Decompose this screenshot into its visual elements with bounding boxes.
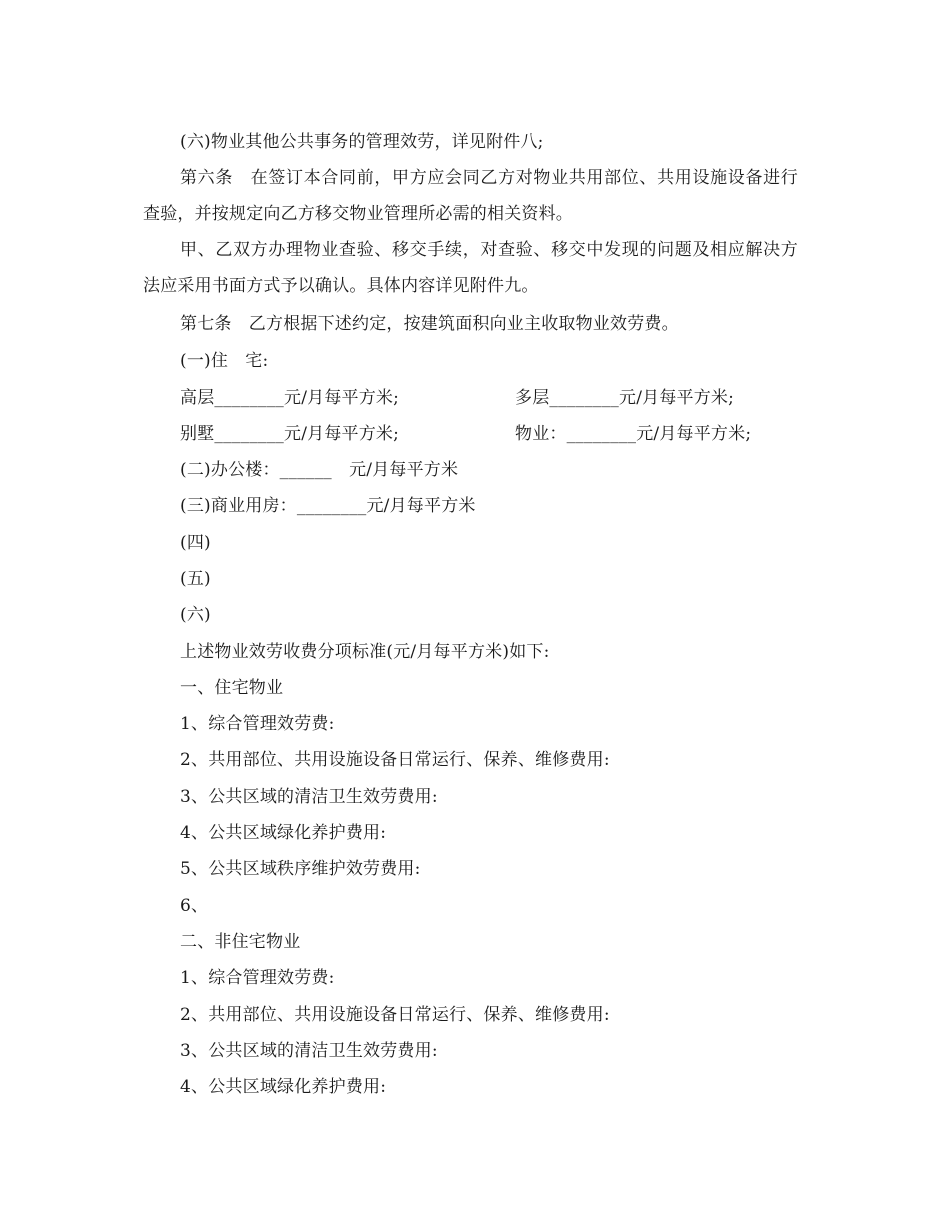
fee-multistory: 多层________元/月每平方米; [515, 388, 735, 408]
nonres-item-1: 1、综合管理效劳费: [180, 968, 335, 988]
fee-villa: 别墅________元/月每平方米; [180, 424, 400, 444]
res-item-6: 6、 [180, 896, 209, 916]
fee-commercial: (三)商业用房：________元/月每平方米 [180, 496, 476, 516]
heading-residential: (一)住 宅: [180, 351, 269, 371]
res-item-2: 2、共用部位、共用设施设备日常运行、保养、维修费用: [180, 750, 610, 770]
res-item-5: 5、公共区域秩序维护效劳费用: [180, 859, 421, 879]
heading-residential-property: 一、住宅物业 [180, 678, 284, 698]
res-item-4: 4、公共区域绿化养护费用: [180, 823, 387, 843]
fee-highrise: 高层________元/月每平方米; [180, 388, 400, 408]
paragraph-inspection-handover: 甲、乙双方办理物业查验、移交手续，对查验、移交中发现的问题及相应解决方法应采用书面方式予以确认。具体内容详见附件九。 [143, 240, 798, 296]
heading-nonresidential-property: 二、非住宅物业 [180, 932, 301, 952]
item-four: (四) [180, 533, 211, 553]
nonres-item-3: 3、公共区域的清洁卫生效劳费用: [180, 1041, 438, 1061]
item-six: (六) [180, 605, 211, 625]
paragraph-article-6: 第六条 在签订本合同前，甲方应会同乙方对物业共用部位、共用设施设备进行查验，并按规定向乙方移交物业管理所必需的相关资料。 [143, 168, 798, 224]
paragraph-article-7: 第七条 乙方根据下述约定，按建筑面积向业主收取物业效劳费。 [180, 314, 679, 334]
fee-property: 物业：________元/月每平方米; [515, 424, 752, 444]
paragraph-item-6-public-affairs: (六)物业其他公共事务的管理效劳，详见附件八; [180, 132, 544, 152]
fee-office: (二)办公楼：______ 元/月每平方米 [180, 460, 459, 480]
res-item-3: 3、公共区域的清洁卫生效劳费用: [180, 787, 438, 807]
nonres-item-4: 4、公共区域绿化养护费用: [180, 1077, 387, 1097]
paragraph-standards-intro: 上述物业效劳收费分项标准(元/月每平方米)如下: [180, 642, 550, 662]
res-item-1: 1、综合管理效劳费: [180, 714, 335, 734]
nonres-item-2: 2、共用部位、共用设施设备日常运行、保养、维修费用: [180, 1005, 610, 1025]
item-five: (五) [180, 569, 211, 589]
